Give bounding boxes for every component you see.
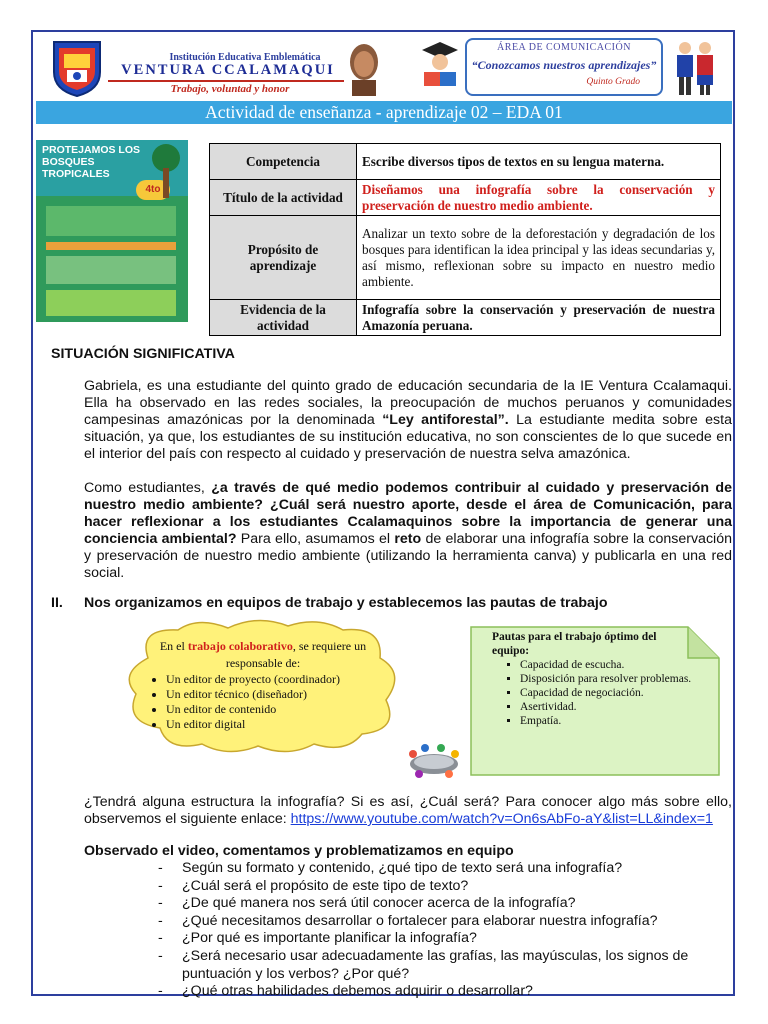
section-title: Nos organizamos en equipos de trabajo y establecemos las pautas de trabajo [84,595,608,611]
pautas-title: Pautas para el trabajo óptimo del equipo: [492,631,657,657]
list-item: - ¿Será necesario usar adecuadamente las grafías, las mayúsculas, los signos de puntuación y los verbos? ¿Por qué? [158,947,689,982]
activity-banner-title: Actividad de enseñanza - aprendizaje 02 – EDA 01 [205,102,563,122]
situacion-title: SITUACIÓN SIGNIFICATIVA [51,346,235,362]
list-item: • Un editor de contenido [166,702,340,717]
situacion-paragraph-1 [84,378,732,463]
institution-rule [108,80,344,82]
video-subtitle: Observado el video, comentamos y problematizamos en equipo [84,843,514,859]
list-item: - ¿Qué otras habilidades debemos adquirir o desarrollar? [158,983,533,1000]
list-item: - Según su formato y contenido, ¿qué tipo de texto será una infografía? [158,860,623,876]
poster-title: PROTEJAMOS LOS BOSQUES TROPICALES [42,144,141,180]
question-text: ¿De qué manera nos será útil conocer acerca de la infografía? [182,895,576,912]
video-paragraph [84,794,732,828]
paragraph-text: Como estudiantes, [84,480,212,496]
table-value: Infografía sobre la conservación y preservación de nuestra Amazonía peruana. [357,300,721,336]
list-item: - ¿Por qué es importante planificar la infografía? [158,930,477,947]
list-item: ▪ Disposición para resolver problemas. [520,672,720,686]
area-slogan: “Conozcamos nuestros aprendizajes” [471,58,657,72]
video-text: ¿Tendrá alguna estructura la infografía? Si es así, ¿Cuál será? Para conocer algo más sobre ello, observemos el siguiente enlace: [84,794,732,827]
activity-table [209,143,721,336]
table-row [210,144,721,180]
list-item: • Un editor de proyecto (coordinador) [166,672,340,687]
question-text: Según su formato y contenido, ¿qué tipo de texto será una infografía? [182,860,623,876]
list-item: • Un editor técnico (diseñador) [166,687,340,702]
table-label: Propósito de aprendizaje [210,216,357,300]
cloud-intro-end: , se requiere un responsable de: [225,639,367,670]
question-text: ¿Cuál será el propósito de este tipo de texto? [182,877,469,894]
institution-motto: Trabajo, voluntad y honor [170,83,290,95]
forest-poster-image [36,140,188,322]
table-row [210,300,721,336]
list-item: - ¿Qué necesitamos desarrollar o fortalecer para elaborar nuestra infografía? [158,912,658,929]
list-item: ▪ Capacidad de escucha. [520,658,720,672]
question-text: ¿Qué otras habilidades debemos adquirir o desarrollar? [182,983,533,1000]
team-meeting-icon [403,740,465,780]
students-image [672,38,718,98]
cloud-intro: En el [159,639,188,653]
question-text: ¿Por qué es importante planificar la infografía? [182,930,477,947]
poster-grade-badge: 4to [136,180,170,200]
list-item: ▪ Capacidad de negociación. [520,686,720,700]
institution-name: VENTURA CCALAMAQUI [121,62,335,78]
situacion-paragraph-2 [84,480,732,582]
table-label: Evidencia de la actividad [210,300,357,336]
list-item: ▪ Asertividad. [520,700,720,714]
institution-line1: Institución Educativa Emblemática [169,52,321,63]
roles-list [148,672,340,732]
table-value: Escribe diversos tipos de textos en su lengua materna. [357,144,721,180]
area-label: ÁREA DE COMUNICACIÓN [497,42,631,53]
list-item: ▪ Empatía. [520,714,720,728]
paragraph-text: Para ello, asumamos el [236,531,395,547]
question-text: ¿Será necesario usar adecuadamente las grafías, las mayúsculas, los signos de puntuación y los verbos? ¿Por qué? [182,947,689,982]
paragraph-bold: ¿a través de qué medio podemos contribuir al cuidado y preservación de nuestro medio ambiente? ¿Cuál será nuestro aporte, desde el área de Comunicación, para hacer reflexionar a los estudiantes Ccalamaquinos sobre la importancia de generar una conciencia ambiental? [84,480,732,547]
youtube-link[interactable]: https://www.youtube.com/watch?v=On6sAbFo-aY&list=LL&index=1 [290,811,713,827]
paragraph-bold: reto [394,531,422,547]
table-row [210,216,721,300]
collaborative-work-cloud [118,618,408,756]
list-item: - ¿Cuál será el propósito de este tipo de texto? [158,877,469,894]
table-label: Título de la actividad [210,180,357,216]
paragraph-bold: “Ley antiforestal”. [382,412,509,428]
questions-list [158,860,738,1001]
table-label: Competencia [210,144,357,180]
bust-portrait-image [344,40,384,96]
paragraph-text: de elaborar una infografía sobre la conservación y preservación de nuestro medio ambiente (utilizando la herramienta canva) y publicarla en una red social. [84,531,732,581]
table-value: Diseñamos una infografía sobre la conservación y preservación de nuestro medio ambiente. [357,180,721,216]
pautas-box [470,626,720,776]
table-row [210,180,721,216]
list-item: • Un editor digital [166,717,340,732]
paragraph-text: Gabriela, es una estudiante del quinto grado de educación secundaria de la IE Ventura Ccalamaqui. Ella ha observado en las redes sociales, la preocupación de muchos peruanos y comunidades campesinas amazónicas por la denominada [84,378,732,428]
grade-label: Quinto Grado [586,77,640,87]
question-text: ¿Qué necesitamos desarrollar o fortalecer para elaborar nuestra infografía? [182,912,658,929]
school-crest-logo [50,38,104,98]
pautas-list [504,658,720,728]
table-value: Analizar un texto sobre de la deforestación y degradación de los bosques para identifican la idea principal y las ideas secundarias y, así mismo, reflexionan sobre su impacto en nuestro medio ambiente. [357,216,721,300]
list-item: - ¿De qué manera nos será útil conocer acerca de la infografía? [158,895,576,912]
section-number: II. [51,595,63,611]
graduate-reading-icon [418,40,462,92]
paragraph-text: La estudiante medita sobre esta situación, ya que, los estudiantes de su institución educativa, no son conscientes de lo que sucede en el interior del país con respecto al cuidado y preservación de nuestra selva amazónica. [84,412,732,462]
cloud-highlight: trabajo colaborativo [187,639,293,653]
